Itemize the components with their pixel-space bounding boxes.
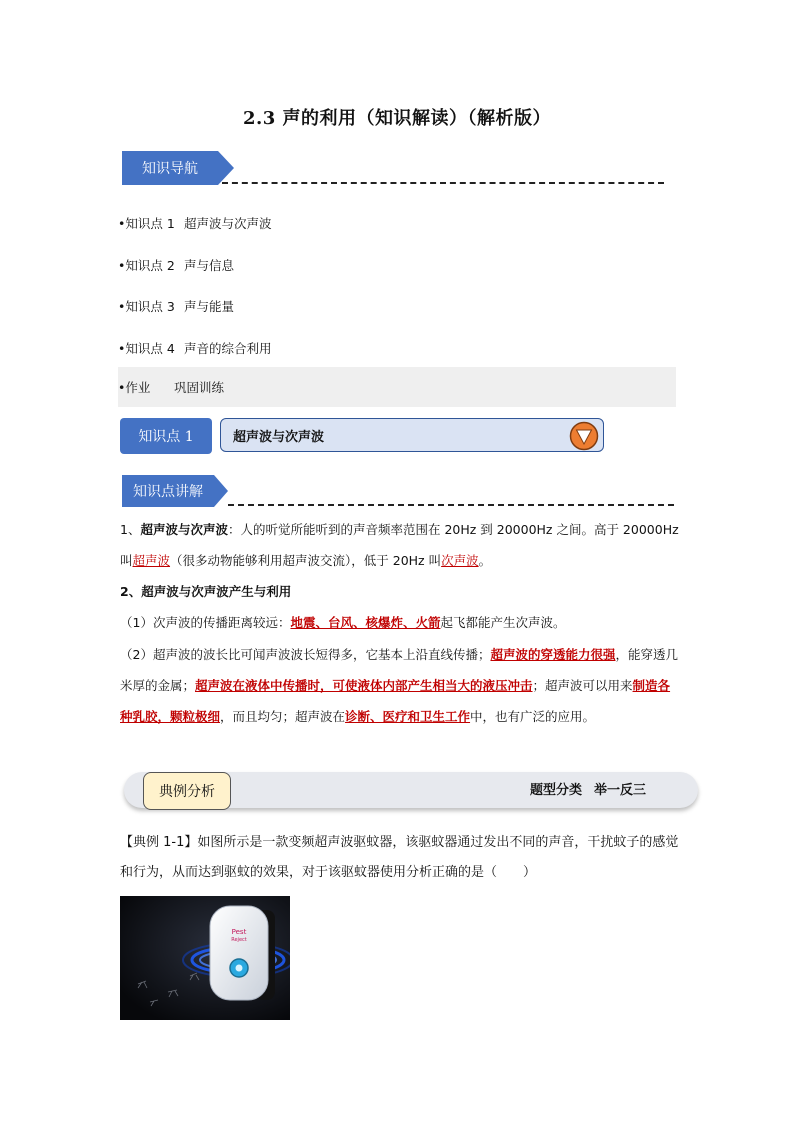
mosquito-repeller-illustration [120, 896, 290, 1020]
page-title: 2.3 声的利用（知识解读）（解析版） [242, 108, 552, 129]
highlight: 诊断、医疗和卫生工作 [345, 709, 471, 724]
paragraph-heading: 2、超声波与次声波产生与利用 [120, 584, 292, 599]
question-label: 【典例 1-1】 [120, 835, 198, 850]
highlight: 制造各种乳胶，颗粒极细 [120, 678, 671, 724]
example-subtitle: 举一反三 [594, 783, 647, 798]
divider [222, 182, 664, 184]
toc-item-number: •知识点 1 [118, 216, 175, 231]
text: （很多动物能够利用超声波交流），低于 20Hz 叫 [170, 553, 442, 568]
triangle-down-icon [569, 421, 599, 451]
arrow-right-icon [218, 151, 234, 185]
section-tag-explanation [122, 474, 228, 508]
toc-item-2 [118, 256, 234, 274]
divider [228, 504, 674, 506]
text: 1、 [120, 522, 141, 537]
logo-text: Pest [231, 928, 247, 936]
highlight: 超声波 [132, 553, 171, 568]
toc-item-1 [118, 214, 272, 232]
text: ；超声波可以用来 [532, 678, 633, 693]
text: ：人的听觉所能听到的声音频率范围在 20Hz 到 20000Hz 之间。高于 20000Hz 叫 [120, 522, 679, 568]
knowledge-point-title-bar [220, 418, 604, 452]
question-body: 如图所示是一款变频超声波驱蚊器，该驱蚊器通过发出不同的声音，干扰蚊子的感觉和行为，从而达到驱蚊的效果，对于该驱蚊器使用分析正确的是（ ） [120, 835, 679, 880]
toc-item-4 [118, 339, 272, 357]
toc-item-text: 声与信息 [184, 258, 235, 273]
text: （1）次声波的传播距离较远： [120, 615, 291, 630]
example-tag: 典例分析 [143, 772, 231, 810]
toc-item-number: •知识点 2 [118, 258, 175, 273]
term-bold: 超声波与次声波 [140, 522, 228, 537]
text: 。 [478, 553, 492, 568]
toc-item-text: 声音的综合利用 [184, 341, 272, 356]
question-text [120, 828, 680, 888]
highlight: 次声波 [441, 553, 479, 568]
text: （2）超声波的波长比可闻声波波长短得多，它基本上沿直线传播； [120, 647, 491, 662]
toc-item-number: •知识点 4 [118, 341, 175, 356]
product-photo [120, 896, 290, 1020]
toc-item-text: 声与能量 [184, 299, 235, 314]
toc-item-3 [118, 297, 234, 315]
section-tag-navigation [122, 150, 234, 186]
knowledge-point-tag: 知识点 1 [120, 418, 212, 454]
text: 起飞都能产生次声波。 [440, 615, 566, 630]
text: ，而且均匀；超声波在 [220, 709, 346, 724]
arrow-right-icon [214, 475, 228, 507]
section-tag-label: 知识点讲解 [122, 475, 214, 507]
highlight: 地震、台风、核爆炸、火箭 [290, 615, 441, 630]
toc-item-homework [118, 367, 676, 407]
paragraph-infrasound [120, 607, 680, 638]
logo-text: Reject [231, 937, 247, 943]
paragraph-ultrasound [120, 639, 680, 732]
toc-item-number: •作业 [118, 380, 151, 395]
text: ，能穿透几米厚的金属； [120, 647, 678, 693]
section-tag-label: 知识导航 [122, 151, 218, 185]
toc-item-text: 巩固训练 [174, 380, 225, 395]
text: 中，也有广泛的应用。 [470, 709, 596, 724]
example-banner-right [530, 779, 658, 798]
toc-item-text: 超声波与次声波 [184, 216, 272, 231]
toc-item-number: •知识点 3 [118, 299, 175, 314]
highlight: 超声波在液体中传播时，可使液体内部产生相当大的液压冲击 [195, 678, 533, 693]
paragraph-definition [120, 514, 680, 576]
example-subtitle: 题型分类 [530, 783, 583, 798]
highlight: 超声波的穿透能力很强 [490, 647, 616, 662]
knowledge-point-title: 超声波与次声波 [233, 429, 325, 445]
